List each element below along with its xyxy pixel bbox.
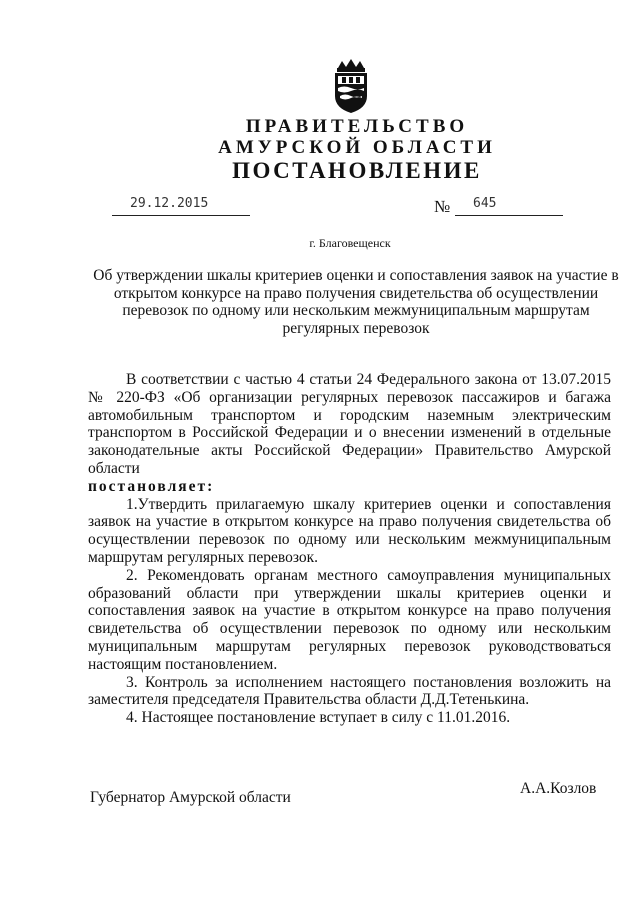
resolves-label: постановляет:	[88, 477, 215, 495]
document-type: ПОСТАНОВЛЕНИЕ	[232, 158, 482, 183]
document-subject: Об утверждении шкалы критериев оценки и сопоставления заявок на участие в открытом конкурсе на право получения свидетельства об осуществлении перевозок по одному или нескольким межмуниципальным маршрутам регулярных перевозок	[93, 267, 619, 337]
resolution-item-3: 3. Контроль за исполнением настоящего постановления возложить на заместителя председателя Правительства области Д.Д.Тетенькина.	[88, 673, 611, 709]
date-underline	[112, 215, 250, 216]
document-date: 29.12.2015	[130, 196, 209, 211]
org-name-line1: ПРАВИТЕЛЬСТВО	[245, 116, 469, 137]
city-label: г. Благовещенск	[309, 236, 391, 250]
resolution-item-4: 4. Настоящее постановление вступает в силу с 11.01.2016.	[126, 709, 511, 727]
number-sign: №	[434, 197, 451, 216]
document-number: 645	[473, 196, 497, 211]
resolution-item-2: 2. Рекомендовать органам местного самоуправления муниципальных образований области при утверждении шкалы критериев оценки и сопоставления заявок на участие в открытом конкурсе на право получения свидетельства об осуществлении перевозок по одному или нескольким муниципальным маршрутам регулярных перевозок руководствоваться настоящим постановлением.	[88, 566, 611, 673]
document-body	[88, 371, 611, 727]
signatory-title: Губернатор Амурской области	[90, 789, 291, 806]
org-name-line2: АМУРСКОЙ ОБЛАСТИ	[218, 137, 496, 158]
resolution-item-1: 1.Утвердить прилагаемую шкалу критериев оценки и сопоставления заявок на участие в открытом конкурсе на право получения свидетельства об осуществлении перевозок по одному или нескольким межмуниципальным маршрутам регулярных перевозок.	[88, 495, 611, 566]
preamble-paragraph: В соответствии с частью 4 статьи 24 Федерального закона от 13.07.2015 № 220-ФЗ «Об организации регулярных перевозок пассажиров и багажа автомобильным транспортом и городским наземным электрическим транспортом в Российской Федерации и о внесении изменений в отдельные законодательные акты Российской Федерации» Правительство Амурской области	[88, 371, 611, 477]
number-underline	[455, 215, 563, 216]
coat-of-arms-icon	[330, 58, 372, 114]
signatory-name: А.А.Козлов	[520, 780, 597, 797]
